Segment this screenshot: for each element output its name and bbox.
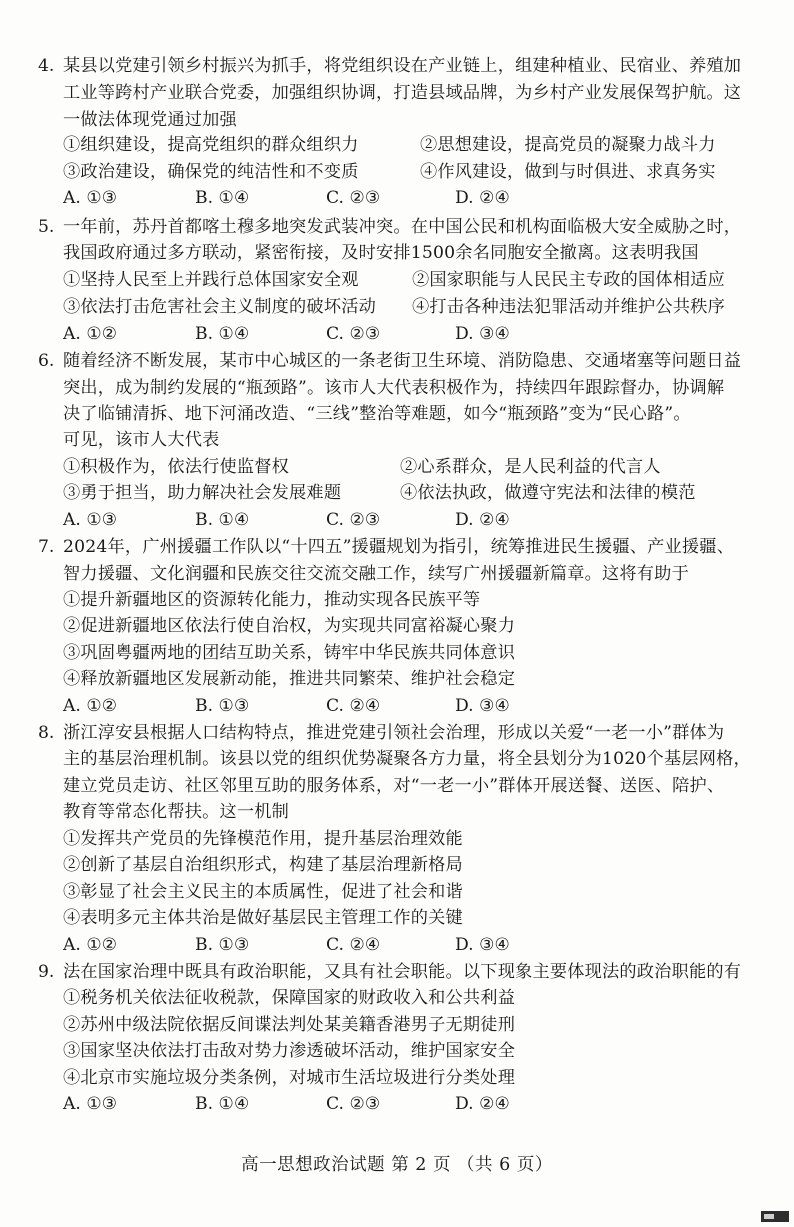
option-d: D. ③④ <box>455 696 510 716</box>
statement-3: ③国家坚决依法打击敌对势力渗透破坏活动，维护国家安全 <box>63 1041 516 1061</box>
statement-2: ②促进新疆地区依法行使自治权，为实现共同富裕凝心聚力 <box>63 616 516 636</box>
question-text-line: 2024年，广州援疆工作队以“十四五”援疆规划为指引，统筹推进民生援疆、产业援疆、 <box>63 537 735 557</box>
option-c: C. ②③ <box>326 324 381 344</box>
statement-4: ④依法执政，做遵守宪法和法律的模范 <box>400 483 696 503</box>
option-a: A. ①② <box>63 696 118 716</box>
statement-3: ③勇于担当，助力解决社会发展难题 <box>63 483 342 503</box>
statement-4: ④北京市实施垃圾分类条例，对城市生活垃圾进行分类处理 <box>63 1068 516 1088</box>
question-number: 5. <box>38 217 55 237</box>
option-d: D. ②④ <box>455 188 510 208</box>
question-number: 8. <box>38 723 55 743</box>
question-text-line: 建立党员走访、社区邻里互助的服务体系，对“一老一小”群体开展送餐、送医、陪护、 <box>63 776 725 796</box>
statement-4: ④作风建设，做到与时俱进、求真务实 <box>420 162 716 182</box>
statement-1: ①积极作为，依法行使监督权 <box>63 457 290 477</box>
statement-2: ②创新了基层自治组织形式，构建了基层治理新格局 <box>63 855 463 875</box>
option-d: D. ③④ <box>455 935 510 955</box>
option-d: D. ②④ <box>455 510 510 530</box>
statement-1: ①发挥共产党员的先锋模范作用，提升基层治理效能 <box>63 829 463 849</box>
option-a: A. ①② <box>63 324 118 344</box>
option-b: B. ①④ <box>195 324 250 344</box>
statement-4: ④表明多元主体共治是做好基层民主管理工作的关键 <box>63 908 463 928</box>
statement-1: ①坚持人民至上并践行总体国家安全观 <box>63 270 359 290</box>
option-c: C. ②④ <box>326 935 381 955</box>
statement-2: ②国家职能与人民民主专政的国体相适应 <box>412 270 725 290</box>
statement-1: ①组织建设，提高党组织的群众组织力 <box>63 135 359 155</box>
statement-1: ①提升新疆地区的资源转化能力，推动实现各民族平等 <box>63 590 481 610</box>
statement-2: ②心系群众，是人民利益的代言人 <box>400 457 661 477</box>
statement-3: ③巩固粤疆两地的团结互助关系，铸牢中华民族共同体意识 <box>63 643 516 663</box>
question-text-line: 可见，该市人大代表 <box>63 430 220 450</box>
option-a: A. ①③ <box>63 510 118 530</box>
option-c: C. ②③ <box>326 510 381 530</box>
option-b: B. ①④ <box>195 188 250 208</box>
watermark-logo-icon <box>761 1211 789 1222</box>
question-text-line: 一做法体现党通过加强 <box>63 110 237 130</box>
option-b: B. ①④ <box>195 510 250 530</box>
question-text-line: 法在国家治理中既具有政治职能，又具有社会职能。以下现象主要体现法的政治职能的有 <box>63 962 742 982</box>
question-number: 6. <box>38 351 55 371</box>
option-a: A. ①③ <box>63 188 118 208</box>
question-text-line: 主的基层治理机制。该县以党的组织优势凝聚各方力量，将全县划分为1020个基层网格， <box>63 749 751 769</box>
question-text-line: 一年前，苏丹首都喀土穆多地突发武装冲突。在中国公民和机构面临极大安全威胁之时， <box>63 217 742 237</box>
option-c: C. ②③ <box>326 188 381 208</box>
option-b: B. ①③ <box>195 696 250 716</box>
question-text-line: 某县以党建引领乡村振兴为抓手，将党组织设在产业链上，组建种植业、民宿业、养殖加 <box>63 56 742 76</box>
question-number: 4. <box>38 56 55 76</box>
question-text-line: 随着经济不断发展，某市中心城区的一条老街卫生环境、消防隐患、交通堵塞等问题日益 <box>63 351 742 371</box>
question-text-line: 浙江淳安县根据人口结构特点，推进党建引领社会治理，形成以关爱“一老一小”群体为 <box>63 723 725 743</box>
question-text-line: 工业等跨村产业联合党委，加强组织协调，打造县域品牌，为乡村产业发展保驾护航。这 <box>63 83 742 103</box>
statement-3: ③依法打击危害社会主义制度的破坏活动 <box>63 297 376 317</box>
question-text-line: 决了临铺清拆、地下河涌改造、“三线”整治等难题，如今“瓶颈路”变为“民心路”。 <box>63 404 691 424</box>
option-d: D. ③④ <box>455 324 510 344</box>
option-a: A. ①③ <box>63 1094 118 1114</box>
option-b: B. ①③ <box>195 935 250 955</box>
option-c: C. ②④ <box>326 696 381 716</box>
statement-4: ④释放新疆地区发展新动能，推进共同繁荣、维护社会稳定 <box>63 669 516 689</box>
option-d: D. ②④ <box>455 1094 510 1114</box>
question-text-line: 教育等常态化帮扶。这一机制 <box>63 802 290 822</box>
page-footer: 高一思想政治试题 第 2 页 （共 6 页） <box>241 1155 553 1175</box>
question-text-line: 智力援疆、文化润疆和民族交往交流交融工作，续写广州援疆新篇章。这将有助于 <box>63 564 689 584</box>
statement-1: ①税务机关依法征收税款，保障国家的财政收入和公共利益 <box>63 988 516 1008</box>
statement-3: ③彰显了社会主义民主的本质属性，促进了社会和谐 <box>63 882 463 902</box>
option-a: A. ①② <box>63 935 118 955</box>
question-text-line: 突出，成为制约发展的“瓶颈路”。该市人大代表积极作为，持续四年跟踪督办，协调解 <box>63 378 725 398</box>
statement-2: ②思想建设，提高党员的凝聚力战斗力 <box>420 135 716 155</box>
question-number: 7. <box>38 537 55 557</box>
question-number: 9. <box>38 962 55 982</box>
statement-4: ④打击各种违法犯罪活动并维护公共秩序 <box>412 297 725 317</box>
option-b: B. ①④ <box>195 1094 250 1114</box>
statement-3: ③政治建设，确保党的纯洁性和不变质 <box>63 162 359 182</box>
question-text-line: 我国政府通过多方联动，紧密衔接，及时安排1500余名同胞安全撤离。这表明我国 <box>63 243 699 263</box>
option-c: C. ②③ <box>326 1094 381 1114</box>
statement-2: ②苏州中级法院依据反间谍法判处某美籍香港男子无期徒刑 <box>63 1015 516 1035</box>
